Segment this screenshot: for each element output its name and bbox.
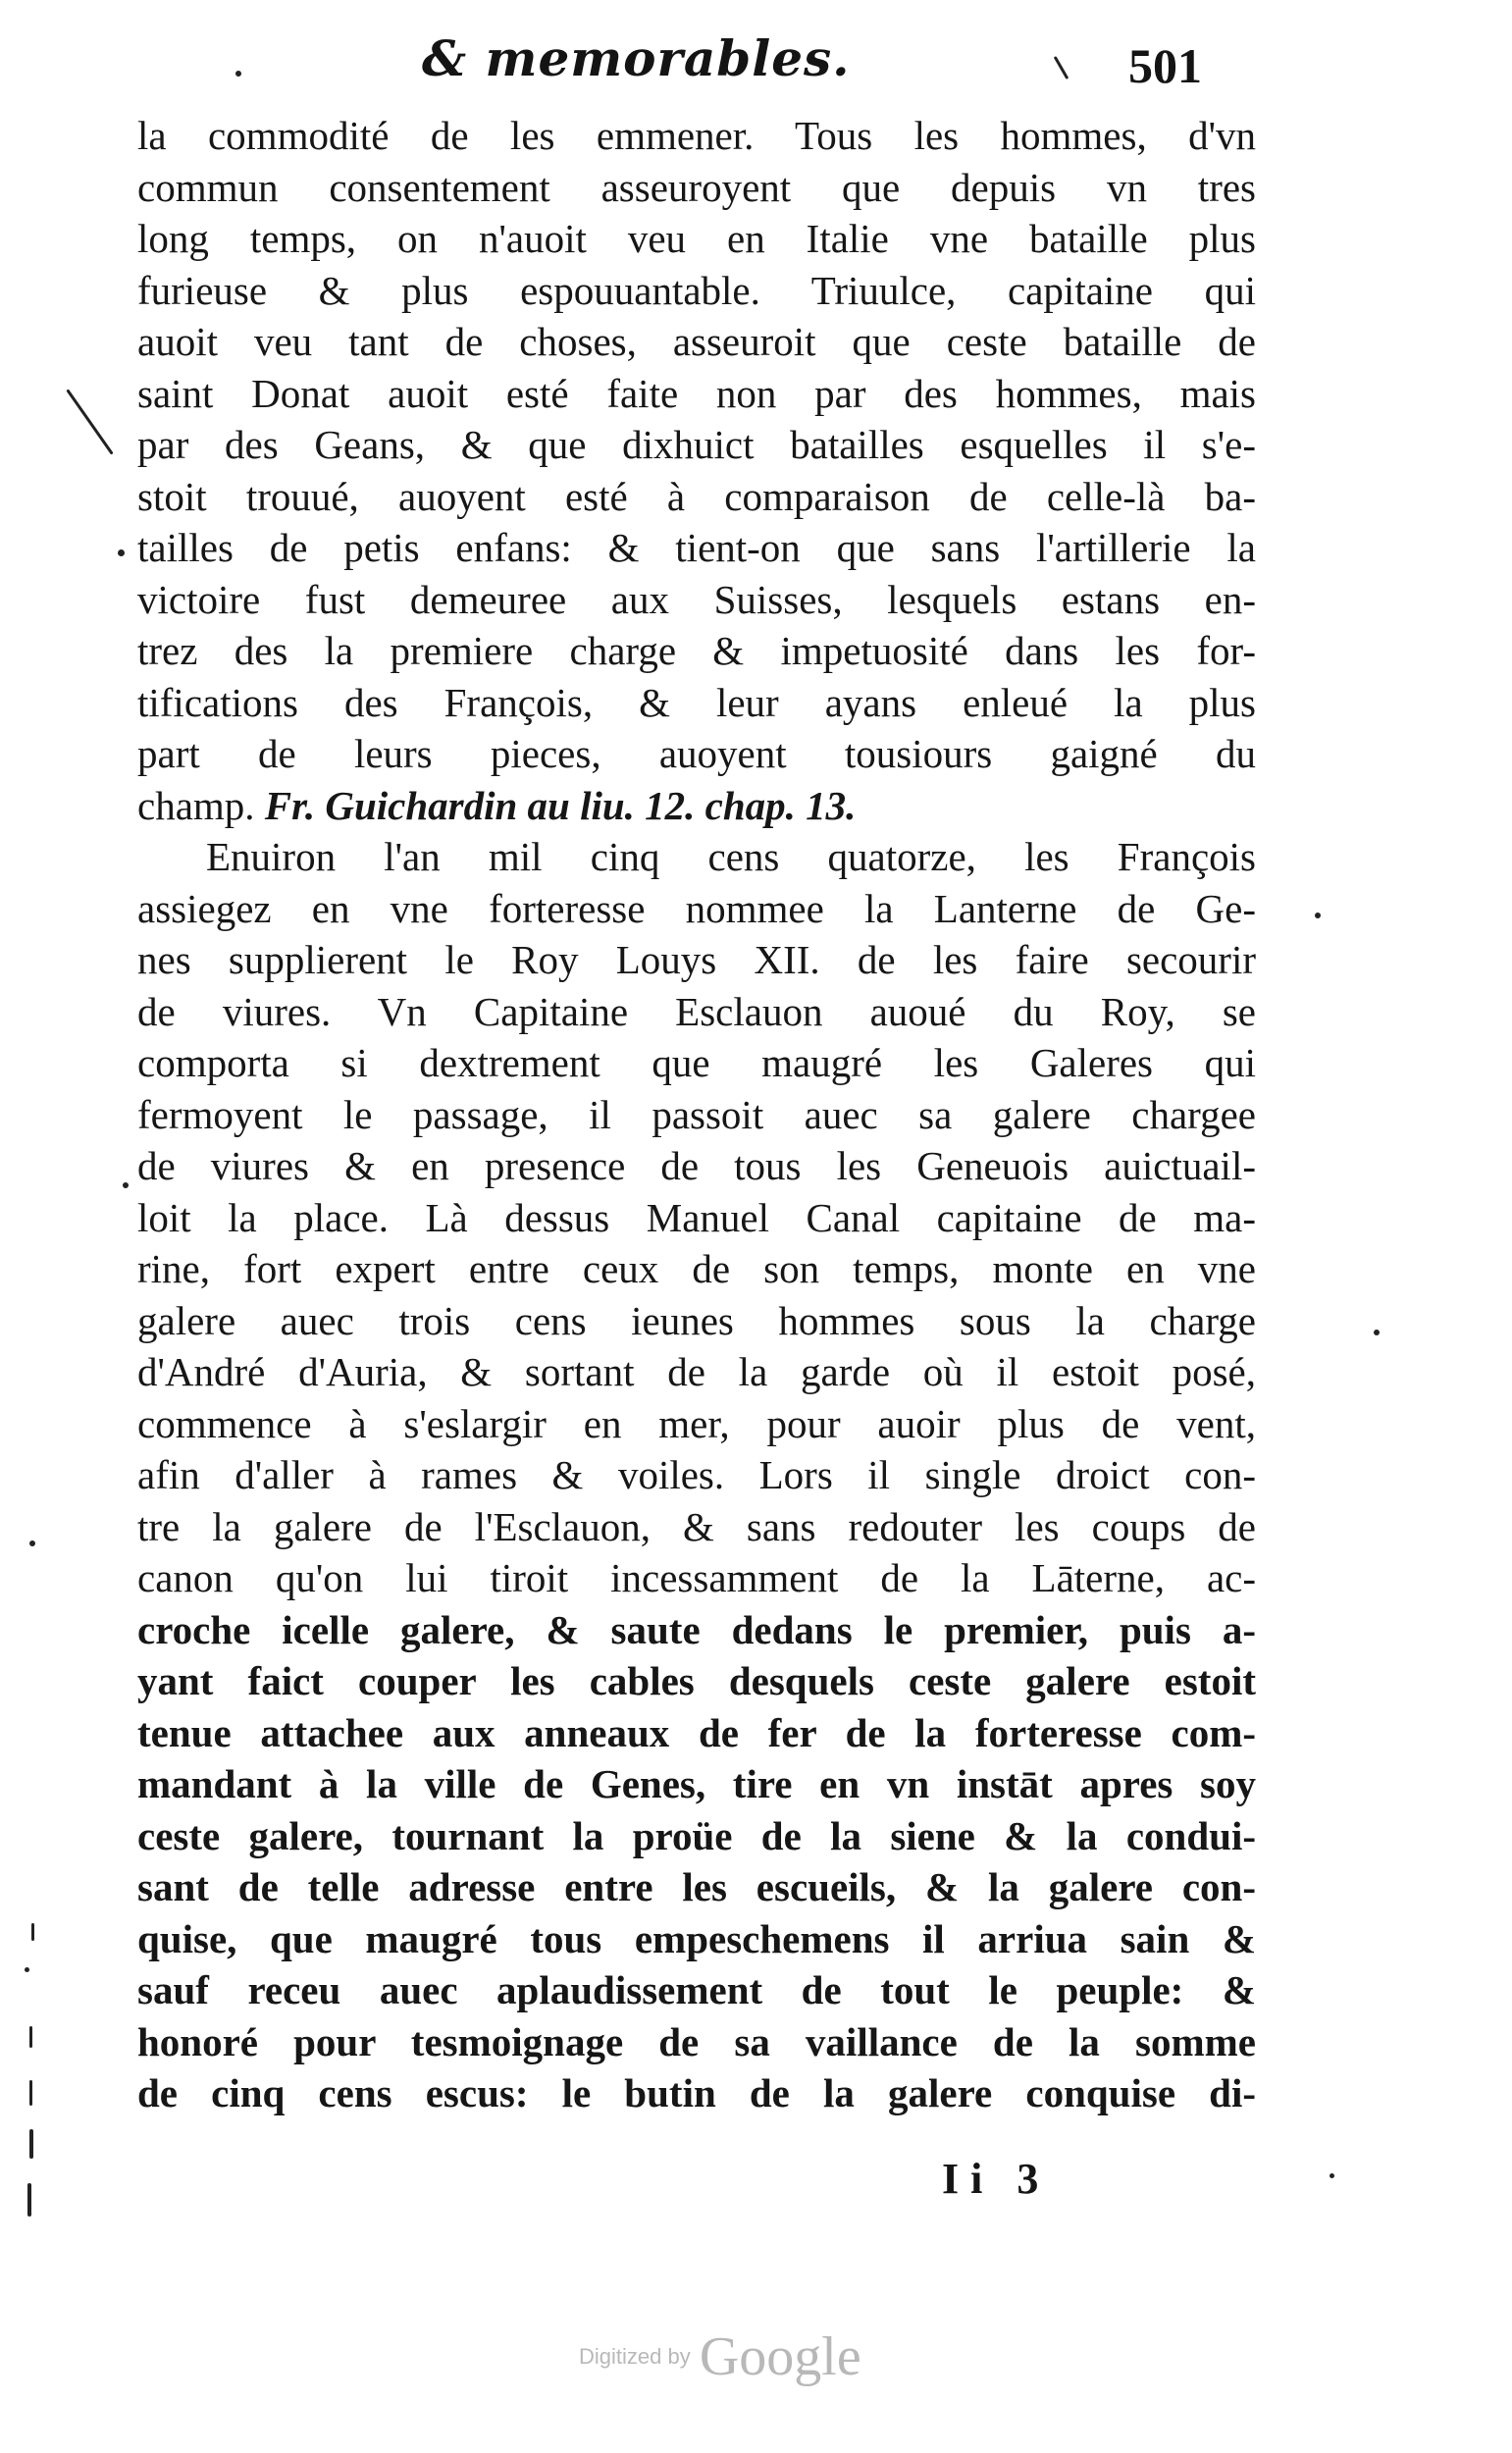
text-line: tailles de petis enfans: & tient-on que sans l'artillerie la [137, 525, 1256, 570]
scan-speck [27, 2183, 31, 2217]
text-line: de viures & en presence de tous les Geneuois auictuail- [137, 1143, 1256, 1188]
text-line: stoit trouué, auoyent esté à comparaison de celle-là ba- [137, 473, 1256, 519]
scan-speck [29, 2129, 33, 2159]
text-line: long temps, on n'auoit veu en Italie vne bataille plus [137, 216, 1256, 261]
text-line: comporta si dextrement que maugré les Galeres qui [137, 1040, 1256, 1085]
scan-speck [1054, 56, 1069, 79]
text-line: commence à s'eslargir en mer, pour auoir plus de vent, [137, 1400, 1256, 1446]
text-line: assiegez en vne forteresse nommee la Lanterne de Ge- [137, 885, 1256, 931]
text-line: yant faict couper les cables desquels ceste galere estoit [137, 1658, 1256, 1703]
text-line: sauf receu auec aplaudissement de tout le peuple: & [137, 1967, 1256, 2012]
paragraph-start-line: Enuiron l'an mil cinq cens quatorze, les François [206, 834, 1256, 879]
text-line: mandant à la ville de Genes, tire en vn instāt apres soy [137, 1761, 1256, 1806]
text-line: part de leurs pieces, auoyent tousiours gaigné du [137, 731, 1256, 776]
scan-speck [66, 389, 113, 454]
text-line: canon qu'on lui tiroit incessamment de la Lāterne, ac- [137, 1555, 1256, 1600]
text-line: loit la place. Là dessus Manuel Canal capitaine de ma- [137, 1194, 1256, 1240]
text-line: d'André d'Auria, & sortant de la garde où il estoit posé, [137, 1349, 1256, 1394]
text-line: saint Donat auoit esté faite non par des hommes, mais [137, 370, 1256, 416]
scan-speck [1374, 1330, 1380, 1335]
signature-mark: Ii 3 [942, 2155, 1051, 2203]
scan-speck [25, 1967, 29, 1972]
text-line: auoit veu tant de choses, asseuroit que ceste bataille de [137, 319, 1256, 364]
text-line: tifications des François, & leur ayans enleué la plus [137, 679, 1256, 725]
scan-speck [118, 549, 125, 556]
scan-speck [123, 1182, 129, 1188]
scan-speck [235, 71, 241, 77]
scan-speck [1315, 913, 1321, 918]
text-line: victoire fust demeuree aux Suisses, lesquels estans en- [137, 576, 1256, 622]
text-line: fermoyent le passage, il passoit auec sa galere chargee [137, 1091, 1256, 1137]
citation-line: champ. Fr. Guichardin au liu. 12. chap. 13. [137, 782, 857, 828]
text-line: rine, fort expert entre ceux de son temps, monte en vne [137, 1246, 1256, 1291]
text-line: croche icelle galere, & saute dedans le premier, puis a- [137, 1606, 1256, 1652]
page-number: 501 [1128, 38, 1202, 93]
text-line: de cinq cens escus: le butin de la galere conquise di- [137, 2070, 1256, 2115]
text-line: tenue attachee aux anneaux de fer de la forteresse com- [137, 1709, 1256, 1755]
text-line: sant de telle adresse entre les escueils, & la galere con- [137, 1864, 1256, 1909]
body-text [137, 110, 1256, 2119]
text-line: furieuse & plus espouuantable. Triuulce, capitaine qui [137, 267, 1256, 313]
text-line: galere auec trois cens ieunes hommes sous la charge [137, 1297, 1256, 1343]
text-line: nes supplierent le Roy Louys XII. de les faire secourir [137, 937, 1256, 982]
digitized-by-label: Digitized by [579, 2344, 691, 2369]
text-line: par des Geans, & que dixhuict batailles esquelles il s'e- [137, 422, 1256, 467]
text-line: tre la galere de l'Esclauon, & sans redouter les coups de [137, 1503, 1256, 1549]
text-line: afin d'aller à rames & voiles. Lors il single droict con- [137, 1452, 1256, 1497]
text-line: honoré pour tesmoignage de sa vaillance de la somme [137, 2018, 1256, 2064]
scan-speck [29, 2080, 32, 2106]
text-line: trez des la premiere charge & impetuosité dans les for- [137, 628, 1256, 673]
citation-reference: Fr. Guichardin au liu. 12. chap. 13. [264, 782, 857, 828]
text-line: commun consentement asseuroyent que depuis vn tres [137, 164, 1256, 210]
digitized-watermark [579, 2325, 861, 2388]
scan-speck [1330, 2173, 1334, 2178]
text-line: ceste galere, tournant la proüe de la siene & la condui- [137, 1812, 1256, 1858]
text-line: de viures. Vn Capitaine Esclauon auoué du Roy, se [137, 988, 1256, 1034]
scan-speck [29, 2026, 32, 2048]
scan-speck [29, 1540, 35, 1546]
text-line: la commodité de les emmener. Tous les hommes, d'vn [137, 113, 1256, 158]
running-title: & memorables. [422, 29, 851, 87]
google-logo: Google [699, 2326, 861, 2387]
scan-speck [31, 1923, 34, 1941]
text-line: quise, que maugré tous empeschemens il arriua sain & [137, 1915, 1256, 1961]
